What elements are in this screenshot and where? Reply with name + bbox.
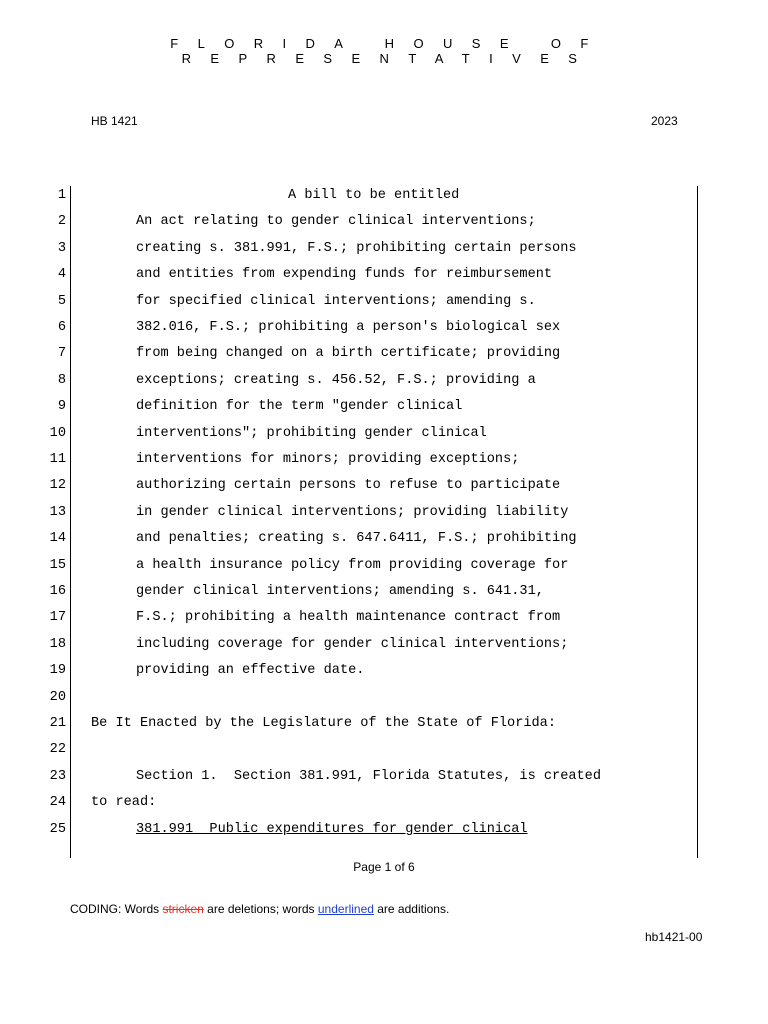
bill-line — [0, 188, 700, 214]
line-text: definition for the term "gender clinical — [136, 399, 463, 415]
bill-number: HB 1421 — [91, 114, 138, 128]
line-number: 14 — [49, 531, 66, 547]
chamber-header: FLORIDA HOUSE OF REPRESENTATIVES — [170, 36, 608, 66]
bill-line — [0, 320, 700, 346]
line-number: 23 — [49, 768, 66, 784]
line-number: 24 — [49, 795, 66, 811]
coding-suffix: are additions. — [373, 902, 450, 916]
line-text: A bill to be entitled — [288, 188, 460, 203]
line-number: 4 — [57, 267, 66, 283]
bill-line — [0, 346, 700, 372]
bill-line — [0, 584, 700, 610]
coding-underlined-sample: underlined — [317, 902, 374, 916]
line-text: for specified clinical interventions; amending s. — [136, 293, 536, 309]
line-number: 2 — [57, 214, 66, 230]
bill-line — [0, 742, 700, 768]
line-text: authorizing certain persons to refuse to participate — [136, 478, 561, 494]
bill-line — [0, 426, 700, 452]
line-number: 21 — [49, 716, 66, 731]
line-number: 1 — [57, 188, 66, 203]
line-text: F.S.; prohibiting a health maintenance contract from — [136, 610, 561, 626]
bill-line — [0, 241, 700, 267]
line-number: 9 — [57, 399, 66, 415]
bill-line — [0, 214, 700, 240]
bill-line — [0, 663, 700, 689]
line-number: 8 — [57, 372, 66, 388]
coding-middle: are deletions; words — [203, 902, 318, 916]
line-number: 18 — [49, 636, 66, 652]
line-text: 381.991 Public expenditures for gender clinical — [136, 821, 528, 837]
bill-line — [0, 637, 700, 663]
line-text: interventions"; prohibiting gender clinical — [136, 425, 487, 441]
line-number: 5 — [57, 293, 66, 309]
line-text: in gender clinical interventions; providing liability — [136, 504, 569, 520]
bill-line — [0, 795, 700, 821]
coding-legend — [70, 902, 449, 916]
bill-line — [0, 690, 700, 716]
bill-line — [0, 769, 700, 795]
bill-line — [0, 558, 700, 584]
line-number: 20 — [49, 689, 66, 705]
line-text: An act relating to gender clinical interventions; — [136, 214, 536, 230]
bill-line — [0, 822, 700, 848]
line-text: Be It Enacted by the Legislature of the State of Florida: — [91, 716, 556, 731]
bill-line — [0, 452, 700, 478]
line-text: gender clinical interventions; amending s. 641.31, — [136, 584, 544, 599]
document-id: hb1421-00 — [645, 930, 703, 944]
line-text: interventions for minors; providing exceptions; — [136, 452, 520, 467]
bill-line — [0, 610, 700, 636]
line-number: 25 — [49, 821, 66, 837]
bill-line — [0, 531, 700, 557]
coding-prefix: CODING: Words — [70, 902, 163, 916]
line-text: from being changed on a birth certificate; providing — [136, 346, 561, 362]
line-number: 22 — [49, 742, 66, 758]
line-number: 11 — [49, 452, 66, 467]
line-number: 10 — [49, 425, 66, 441]
line-text: and entities from expending funds for reimbursement — [136, 267, 553, 283]
line-text: and penalties; creating s. 647.6411, F.S.; prohibiting — [136, 531, 577, 547]
line-number: 15 — [49, 557, 66, 573]
line-number: 7 — [57, 346, 66, 362]
line-number: 19 — [49, 663, 66, 679]
line-text: creating s. 381.991, F.S.; prohibiting certain persons — [136, 240, 577, 256]
coding-stricken-sample: stricken — [162, 902, 204, 916]
line-text: a health insurance policy from providing coverage for — [136, 557, 569, 573]
line-number: 6 — [57, 320, 66, 335]
line-number: 17 — [49, 610, 66, 626]
bill-line — [0, 399, 700, 425]
line-number: 3 — [57, 240, 66, 256]
line-number: 16 — [49, 584, 66, 599]
line-text: to read: — [91, 795, 157, 811]
line-number: 12 — [49, 478, 66, 494]
bill-line — [0, 478, 700, 504]
bill-line — [0, 505, 700, 531]
line-text: including coverage for gender clinical interventions; — [136, 636, 569, 652]
bill-line — [0, 716, 700, 742]
line-number: 13 — [49, 504, 66, 520]
line-text: Section 1. Section 381.991, Florida Statutes, is created — [136, 768, 601, 784]
session-year: 2023 — [651, 114, 678, 128]
bill-line — [0, 294, 700, 320]
page-number: Page 1 of 6 — [353, 860, 415, 874]
bill-line — [0, 267, 700, 293]
line-text: 382.016, F.S.; prohibiting a person's biological sex — [136, 320, 561, 335]
bill-line — [0, 373, 700, 399]
line-text: exceptions; creating s. 456.52, F.S.; providing a — [136, 372, 536, 388]
line-text: providing an effective date. — [136, 663, 365, 679]
